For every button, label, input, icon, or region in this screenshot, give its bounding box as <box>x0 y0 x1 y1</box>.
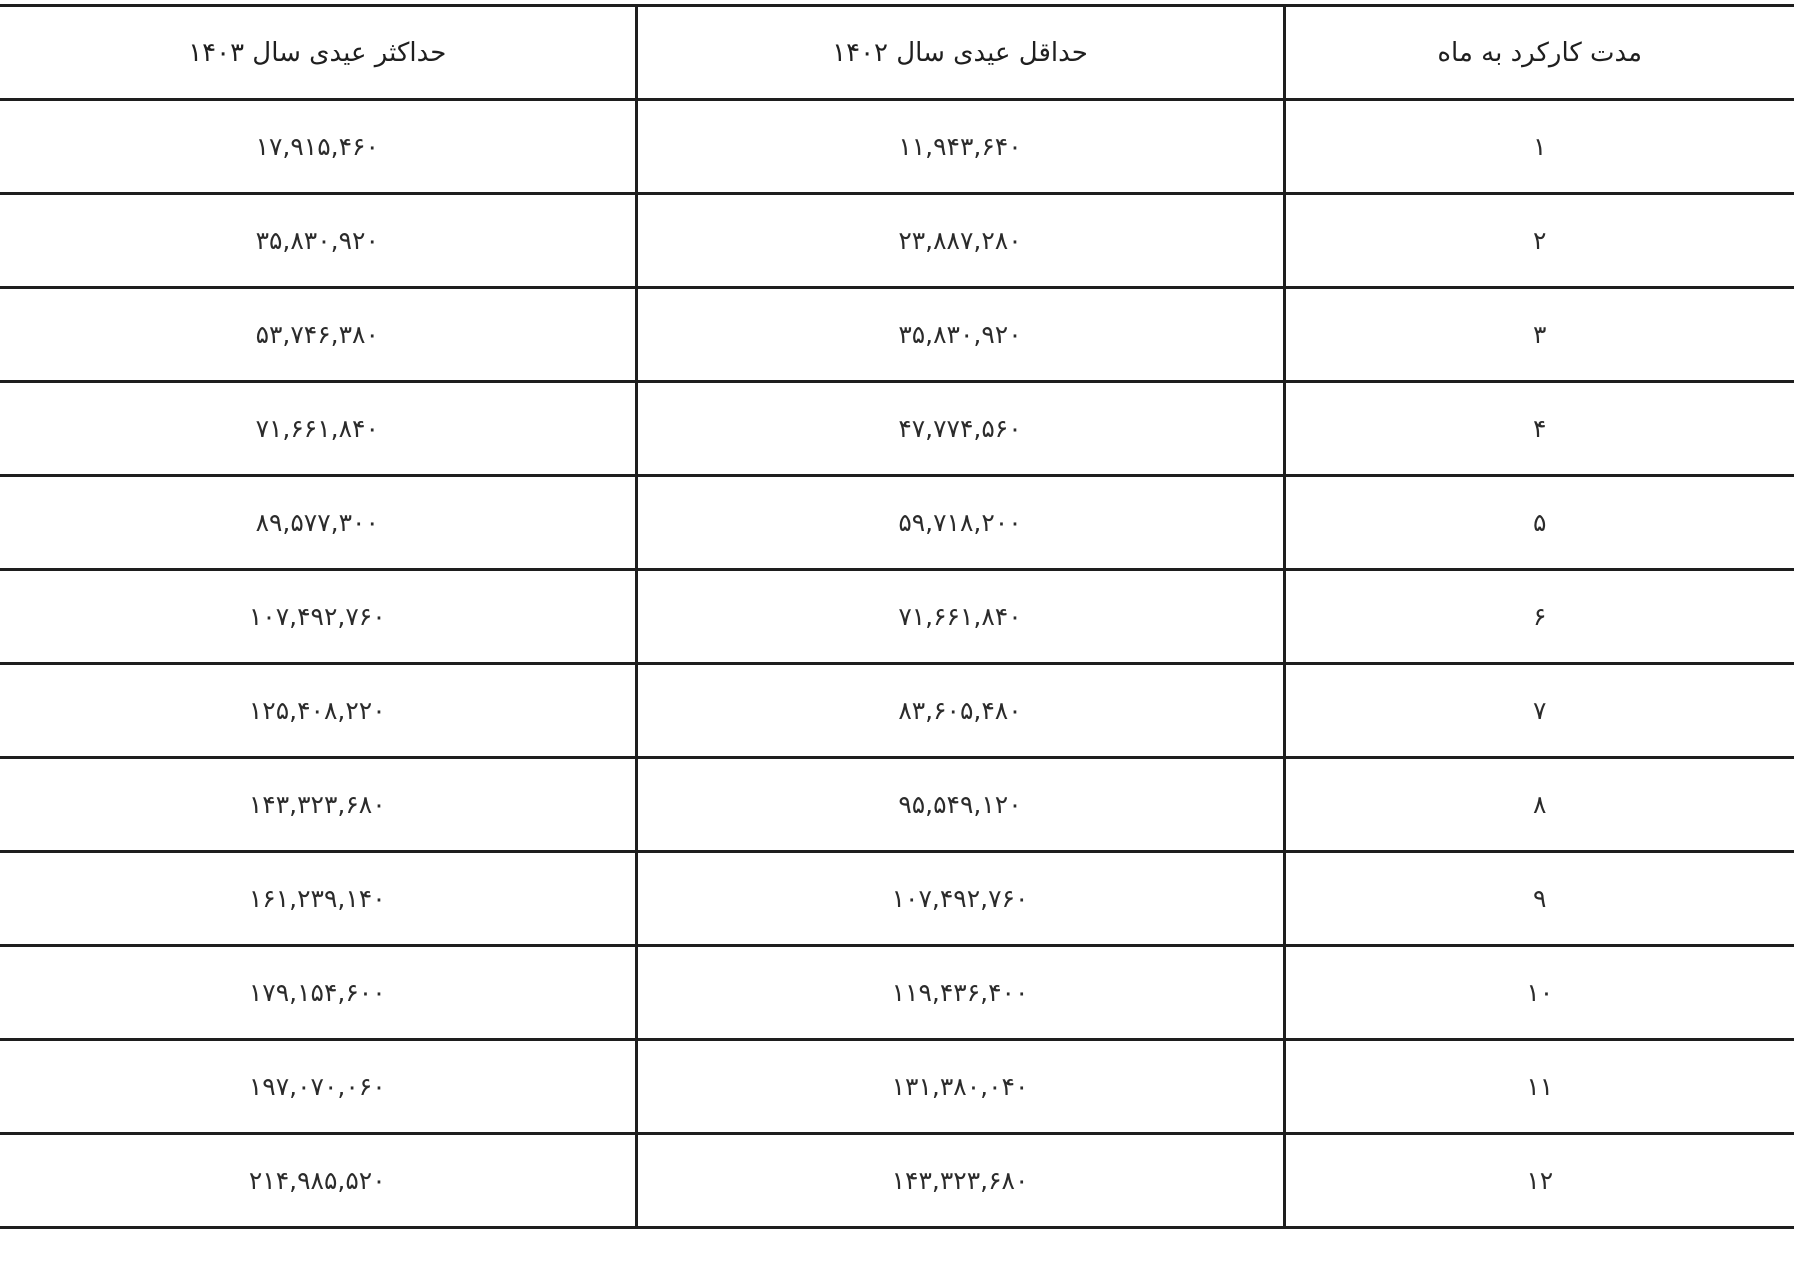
cell-max-1403: ۱۰۷,۴۹۲,۷۶۰ <box>0 570 636 664</box>
cell-months: ۹ <box>1284 852 1794 946</box>
cell-months: ۵ <box>1284 476 1794 570</box>
cell-max-1403: ۲۱۴,۹۸۵,۵۲۰ <box>0 1134 636 1228</box>
cell-max-1403: ۸۹,۵۷۷,۳۰۰ <box>0 476 636 570</box>
cell-min-1402: ۱۱۹,۴۳۶,۴۰۰ <box>636 946 1284 1040</box>
cell-months: ۱۲ <box>1284 1134 1794 1228</box>
cell-months: ۶ <box>1284 570 1794 664</box>
table-body <box>0 100 1794 1228</box>
header-min-1402: حداقل عیدی سال ۱۴۰۲ <box>636 6 1284 100</box>
cell-max-1403: ۷۱,۶۶۱,۸۴۰ <box>0 382 636 476</box>
cell-min-1402: ۷۱,۶۶۱,۸۴۰ <box>636 570 1284 664</box>
cell-min-1402: ۴۷,۷۷۴,۵۶۰ <box>636 382 1284 476</box>
table-row <box>0 194 1794 288</box>
table-row <box>0 570 1794 664</box>
cell-max-1403: ۱۲۵,۴۰۸,۲۲۰ <box>0 664 636 758</box>
cell-max-1403: ۵۳,۷۴۶,۳۸۰ <box>0 288 636 382</box>
cell-min-1402: ۲۳,۸۸۷,۲۸۰ <box>636 194 1284 288</box>
cell-min-1402: ۱۳۱,۳۸۰,۰۴۰ <box>636 1040 1284 1134</box>
cell-months: ۱۰ <box>1284 946 1794 1040</box>
cell-months: ۳ <box>1284 288 1794 382</box>
cell-min-1402: ۱۴۳,۳۲۳,۶۸۰ <box>636 1134 1284 1228</box>
cell-months: ۱ <box>1284 100 1794 194</box>
cell-max-1403: ۱۶۱,۲۳۹,۱۴۰ <box>0 852 636 946</box>
cell-months: ۷ <box>1284 664 1794 758</box>
cell-max-1403: ۱۴۳,۳۲۳,۶۸۰ <box>0 758 636 852</box>
cell-min-1402: ۳۵,۸۳۰,۹۲۰ <box>636 288 1284 382</box>
table-row <box>0 382 1794 476</box>
cell-max-1403: ۱۹۷,۰۷۰,۰۶۰ <box>0 1040 636 1134</box>
cell-min-1402: ۱۰۷,۴۹۲,۷۶۰ <box>636 852 1284 946</box>
cell-months: ۱۱ <box>1284 1040 1794 1134</box>
eidi-table <box>0 4 1794 1229</box>
header-max-1403: حداکثر عیدی سال ۱۴۰۳ <box>0 6 636 100</box>
table-row <box>0 758 1794 852</box>
header-row <box>0 6 1794 100</box>
cell-min-1402: ۱۱,۹۴۳,۶۴۰ <box>636 100 1284 194</box>
table-row <box>0 946 1794 1040</box>
table-row <box>0 1134 1794 1228</box>
cell-min-1402: ۹۵,۵۴۹,۱۲۰ <box>636 758 1284 852</box>
cell-max-1403: ۱۷,۹۱۵,۴۶۰ <box>0 100 636 194</box>
cell-months: ۴ <box>1284 382 1794 476</box>
table-row <box>0 1040 1794 1134</box>
cell-max-1403: ۳۵,۸۳۰,۹۲۰ <box>0 194 636 288</box>
cell-months: ۲ <box>1284 194 1794 288</box>
table-row <box>0 100 1794 194</box>
cell-min-1402: ۵۹,۷۱۸,۲۰۰ <box>636 476 1284 570</box>
cell-min-1402: ۸۳,۶۰۵,۴۸۰ <box>636 664 1284 758</box>
header-months: مدت کارکرد به ماه <box>1284 6 1794 100</box>
cell-months: ۸ <box>1284 758 1794 852</box>
cell-max-1403: ۱۷۹,۱۵۴,۶۰۰ <box>0 946 636 1040</box>
table-row <box>0 476 1794 570</box>
table-row <box>0 852 1794 946</box>
table-row <box>0 288 1794 382</box>
table-row <box>0 664 1794 758</box>
